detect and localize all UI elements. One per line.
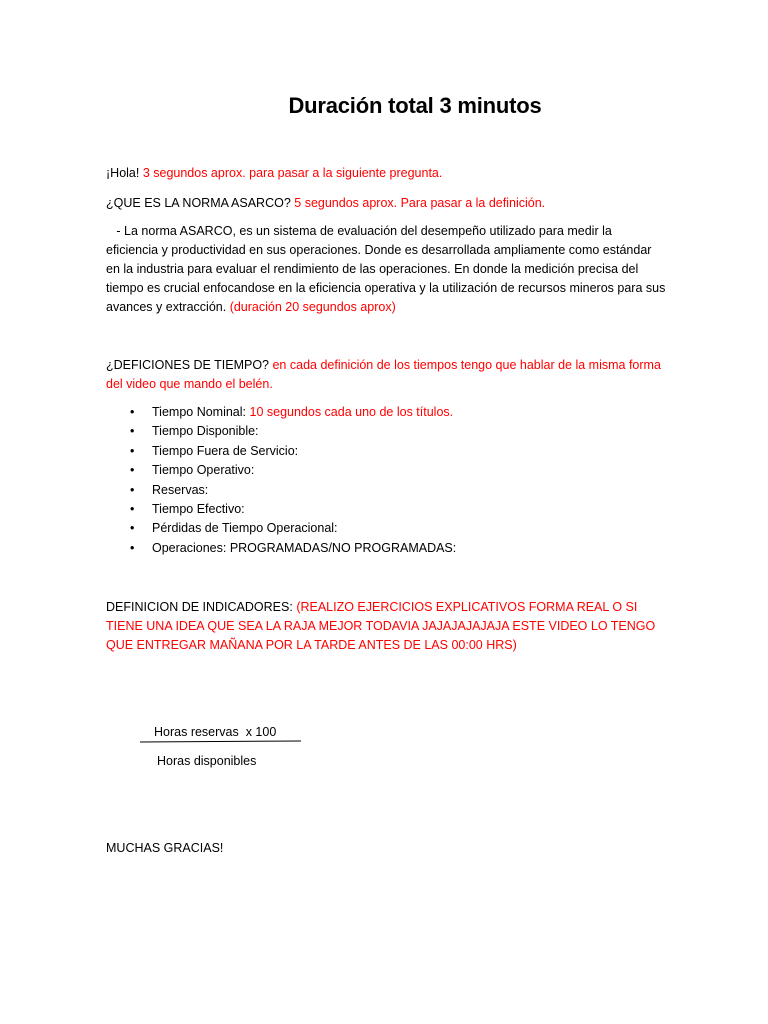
formula-numerator: Horas reservas x 100 [154,725,277,739]
page-title: Duración total 3 minutos [288,93,542,118]
list-item [106,442,626,461]
asarco-question-line [106,194,666,213]
list-item [106,422,626,441]
greeting-label: ¡Hola! [106,166,140,180]
indicators-paragraph [106,598,656,655]
indicators-note: (REALIZO EJERCICIOS EXPLICATIVOS FORMA REAL O SI TIENE UNA IDEA QUE SEA LA RAJA MEJOR TODAVIA JAJAJAJAJAJA ESTE VIDEO LO TENGO QUE ENTREGAR MAÑANA POR LA TARDE ANTES DE LAS 00:00 HRS) [106,600,656,652]
list-item [106,539,626,558]
list-item-text: Reservas: [152,482,209,497]
list-item-text: Tiempo Fuera de Servicio: [152,443,299,458]
list-item [106,500,626,519]
list-item [106,481,626,500]
asarco-definition-paragraph [106,222,669,317]
bullet-icon: • [130,463,135,478]
bullet-icon: • [130,405,135,419]
bullet-icon: • [130,424,135,439]
list-item-text: Pérdidas de Tiempo Operacional: [152,521,338,536]
time-definitions-paragraph [106,356,666,394]
formula-denominator: Horas disponibles [157,754,257,768]
asarco-definition-text: - La norma ASARCO, es un sistema de evaluación del desempeño utilizado para medir la eficiencia y productividad en sus operaciones. Donde es desarrollada ampliamente como estándar en la industria para evaluar el rendimiento de las operaciones. En donde la medición precisa del tiempo es crucial enfocandose en la eficiencia operativa y la utilización de recursos mineros para sus avances y extracción. [106,224,669,314]
asarco-question-label: ¿QUE ES LA NORMA ASARCO? [106,196,291,210]
list-item-text: Tiempo Disponible: [152,424,259,439]
asarco-definition-note: (duración 20 segundos aprox) [229,300,396,314]
list-item-text: Tiempo Efectivo: [152,502,245,517]
bullet-icon: • [130,521,135,536]
formula-fraction-line [140,740,301,742]
list-item-note: 10 segundos cada uno de los títulos. [249,405,454,419]
time-definitions-label: ¿DEFICIONES DE TIEMPO? [106,358,269,372]
indicators-label: DEFINICION DE INDICADORES: [106,600,293,614]
greeting-line [106,164,666,183]
bullet-icon: • [130,443,135,458]
list-item [106,403,626,422]
list-item-text: Operaciones: PROGRAMADAS/NO PROGRAMADAS: [152,540,457,555]
list-item [106,519,626,538]
asarco-question-note: 5 segundos aprox. Para pasar a la definición. [294,196,546,210]
time-definitions-list [106,403,626,558]
time-definitions-note: en cada definición de los tiempos tengo que hablar de la misma forma del video que mando el belén. [106,358,661,391]
bullet-icon: • [130,482,135,497]
bullet-icon: • [130,502,135,517]
greeting-note: 3 segundos aprox. para pasar a la siguiente pregunta. [142,166,443,180]
closing-text: MUCHAS GRACIAS! [106,841,224,855]
list-item [106,461,626,480]
list-item-text: Tiempo Operativo: [152,463,255,478]
bullet-icon: • [130,540,135,555]
list-item-text: Tiempo Nominal: [152,405,247,419]
